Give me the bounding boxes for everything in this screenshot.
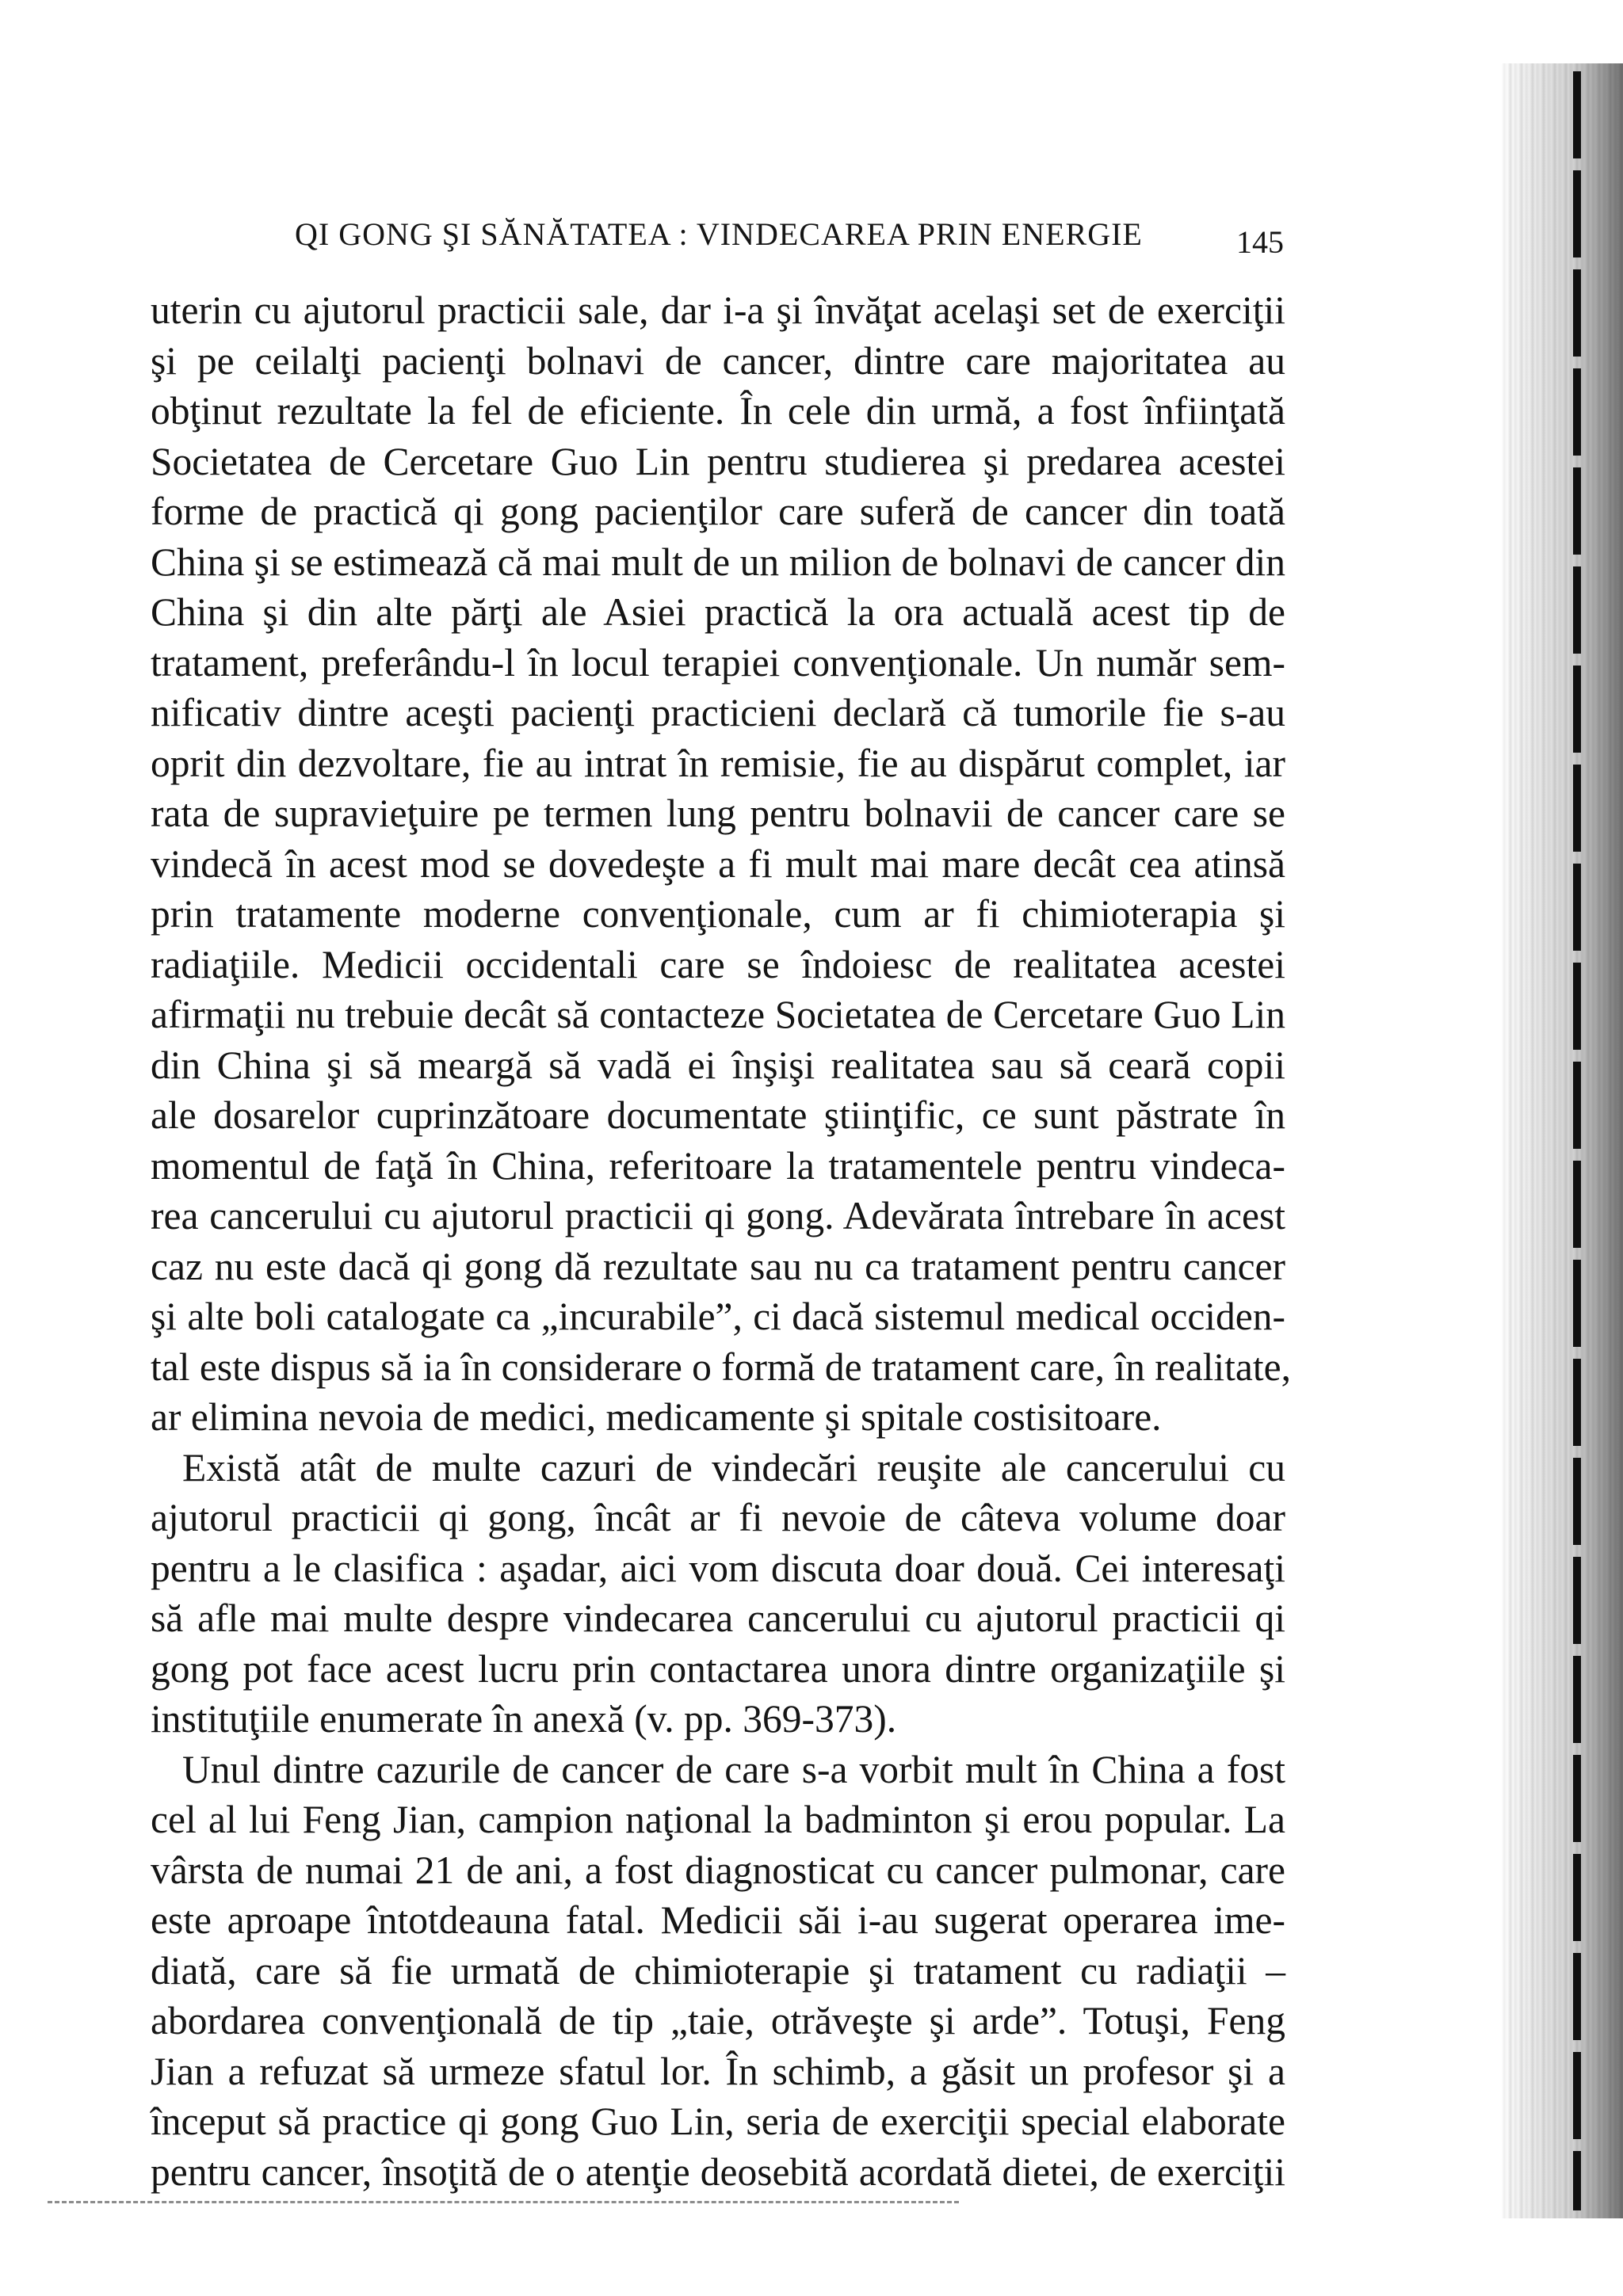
text-line: radiaţiile. Medicii occidentali care se îndoiesc de realitatea acestei [151, 942, 1285, 986]
text-line: ajutorul practicii qi gong, încât ar fi nevoie de câteva volume doar [151, 1496, 1285, 1539]
page-number: 145 [1236, 224, 1284, 260]
page-edge-shadow [1573, 71, 1581, 2210]
text-line: prin tratamente moderne convenţionale, cum ar fi chimioterapia şi [151, 892, 1285, 936]
text-line: tal este dispus să ia în considerare o formă de tratament care, în realitate, [151, 1344, 1292, 1389]
text-line: oprit din dezvoltare, fie au intrat în remisie, fie au dispărut complet, iar [151, 741, 1285, 785]
text-line: pentru cancer, însoţită de o atenţie deosebită acordată dietei, de exerciţii [151, 2149, 1285, 2194]
text-line: obţinut rezultate la fel de eficiente. În cele din urmă, a fost înfiinţată [151, 389, 1285, 433]
text-line: şi alte boli catalogate ca „incurabile”, ci dacă sistemul medical occiden- [151, 1295, 1285, 1338]
text-line: China şi se estimează că mai mult de un milion de bolnavi de cancer din [151, 540, 1285, 584]
text-line: abordarea convenţională de tip „taie, otrăveşte şi arde”. Totuşi, Feng [151, 1999, 1285, 2042]
text-line: diată, care să fie urmată de chimioterapie şi tratament cu radiaţii – [151, 1948, 1285, 1993]
text-line: Societatea de Cercetare Guo Lin pentru studierea şi predarea acestei [151, 439, 1285, 483]
text-line: pentru a le clasifica : aşadar, aici vom discuta doar două. Cei interesaţi [151, 1546, 1285, 1590]
text-line: Unul dintre cazurile de cancer de care s-a vorbit mult în China a fost [182, 1747, 1285, 1791]
scan-artifact-line [48, 2201, 959, 2203]
text-line: din China şi să meargă să vadă ei înşişi realitatea sau să ceară copii [151, 1043, 1285, 1087]
text-line: este aproape întotdeauna fatal. Medicii săi i-au sugerat operarea ime- [151, 1898, 1285, 1942]
text-line: uterin cu ajutorul practicii sale, dar i-a şi învăţat acelaşi set de exerciţii [151, 288, 1285, 332]
text-line: să afle mai multe despre vindecarea cancerului cu ajutorul practicii qi [151, 1596, 1285, 1640]
text-line: China şi din alte părţi ale Asiei practică la ora actuală acest tip de [151, 590, 1285, 634]
text-line: şi pe ceilalţi pacienţi bolnavi de cancer, dintre care majoritatea au [151, 338, 1285, 383]
text-line: vindecă în acest mod se dovedeşte a fi mult mai mare decât cea atinsă [151, 841, 1285, 886]
text-line: ale dosarelor cuprinzătoare documentate ştiinţific, ce sunt păstrate în [151, 1093, 1285, 1137]
text-line: Există atât de multe cazuri de vindecări reuşite ale cancerului cu [182, 1445, 1285, 1489]
text-line: tratament, preferându-l în locul terapiei convenţionale. Un număr sem- [151, 640, 1285, 685]
text-line: caz nu este dacă qi gong dă rezultate sau nu ca tratament pentru cancer [151, 1244, 1285, 1288]
text-line: nificativ dintre aceşti pacienţi practicieni declară că tumorile fie s-au [151, 691, 1285, 734]
body-text [151, 285, 1292, 2197]
text-line: cel al lui Feng Jian, campion naţional la badminton şi erou popular. La [151, 1798, 1285, 1841]
text-line: instituţiile enumerate în anexă (v. pp. 369-373). [151, 1697, 897, 1741]
text-line: gong pot face acest lucru prin contactarea unora dintre organizaţiile şi [151, 1646, 1285, 1691]
running-header [295, 215, 1404, 263]
scanned-page-edge [1502, 63, 1623, 2218]
text-line: rata de supravieţuire pe termen lung pentru bolnavii de cancer care se [151, 791, 1285, 835]
header-title: QI GONG ŞI SĂNĂTATEA : VINDECAREA PRIN ENERGIE [295, 216, 1143, 252]
text-line: vârsta de numai 21 de ani, a fost diagnosticat cu cancer pulmonar, care [151, 1848, 1285, 1892]
text-line: momentul de faţă în China, referitoare la tratamentele pentru vindeca- [151, 1143, 1285, 1188]
text-line: Jian a refuzat să urmeze sfatul lor. În schimb, a găsit un profesor şi a [151, 2049, 1285, 2093]
text-line: afirmaţii nu trebuie decât să contacteze Societatea de Cercetare Guo Lin [151, 993, 1285, 1036]
text-line: ar elimina nevoia de medici, medicamente şi spitale costisitoare. [151, 1395, 1162, 1439]
text-line: rea cancerului cu ajutorul practicii qi gong. Adevărata întrebare în acest [151, 1194, 1285, 1238]
text-line: forme de practică qi gong pacienţilor care suferă de cancer din toată [151, 490, 1285, 533]
text-line: început să practice qi gong Guo Lin, seria de exerciţii special elaborate [151, 2100, 1285, 2143]
